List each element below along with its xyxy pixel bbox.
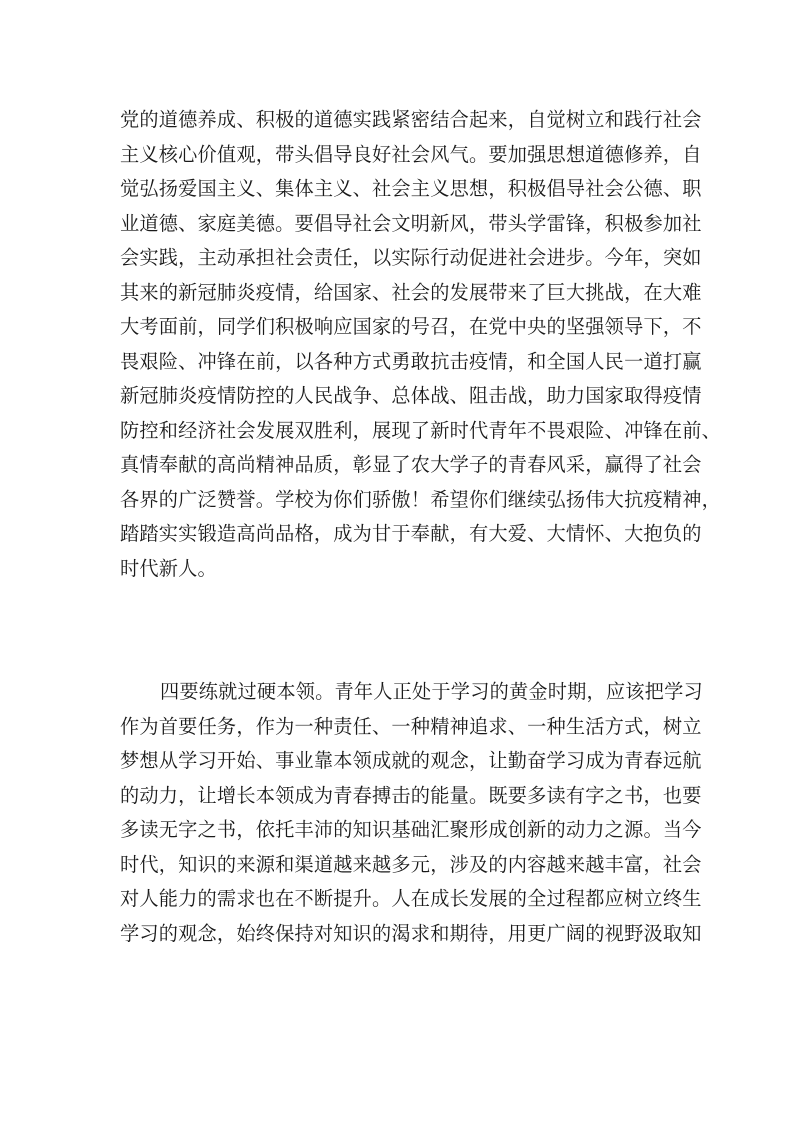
text-line: 畏艰险、冲锋在前，以各种方式勇敢抗击疫情，和全国人民一道打赢 [120,349,702,373]
text-line: 踏踏实实锻造高尚品格，成为甘于奉献，有大爱、大情怀、大抱负的 [120,522,702,545]
text-line: 党的道德养成、积极的道德实践紧密结合起来，自觉树立和践行社会 [120,108,702,131]
text-line: 会实践，主动承担社会责任，以实际行动促进社会进步。今年，突如 [120,246,702,269]
paragraph-skills [120,675,703,951]
text-line: 梦想从学习开始、事业靠本领成就的观念，让勤奋学习成为青春远航 [120,749,702,772]
text-line: 觉弘扬爱国主义、集体主义、社会主义思想，积极倡导社会公德、职 [120,177,702,200]
text-line: 大考面前，同学们积极响应国家的号召，在党中央的坚强领导下，不 [120,315,702,338]
text-line: 作为首要任务，作为一种责任、一种精神追求、一种生活方式，树立 [120,714,702,738]
text-line: 时代，知识的来源和渠道越来越多元，涉及的内容越来越丰富，社会 [120,852,702,876]
text-line: 主义核心价值观，带头倡导良好社会风气。要加强思想道德修养，自 [120,142,702,166]
paragraph-moral-cultivation [120,103,722,586]
text-line: 学习的观念，始终保持对知识的渴求和期待，用更广阔的视野汲取知 [120,921,702,945]
text-line: 对人能力的需求也在不断提升。人在成长发展的全过程都应树立终生 [120,887,702,910]
text-line: 的动力，让增长本领成为青春搏击的能量。既要多读有字之书，也要 [120,783,702,807]
text-line: 四要练就过硬本领。青年人正处于学习的黄金时期，应该把学习 [160,680,703,703]
text-line: 多读无字之书，依托丰沛的知识基础汇聚形成创新的动力之源。当今 [120,818,702,841]
text-line: 真情奉献的高尚精神品质，彰显了农大学子的青春风采，赢得了社会 [120,453,702,476]
text-line: 时代新人。 [120,556,217,580]
text-line: 防控和经济社会发展双胜利，展现了新时代青年不畏艰险、冲锋在前、 [120,418,722,442]
text-line: 业道德、家庭美德。要倡导社会文明新风，带头学雷锋，积极参加社 [120,211,702,235]
text-line: 新冠肺炎疫情防控的人民战争、总体战、阻击战，助力国家取得疫情 [120,384,702,407]
text-line: 各界的广泛赞誉。学校为你们骄傲！希望你们继续弘扬伟大抗疫精神， [120,487,722,511]
text-line: 其来的新冠肺炎疫情，给国家、社会的发展带来了巨大挑战，在大难 [120,280,702,304]
